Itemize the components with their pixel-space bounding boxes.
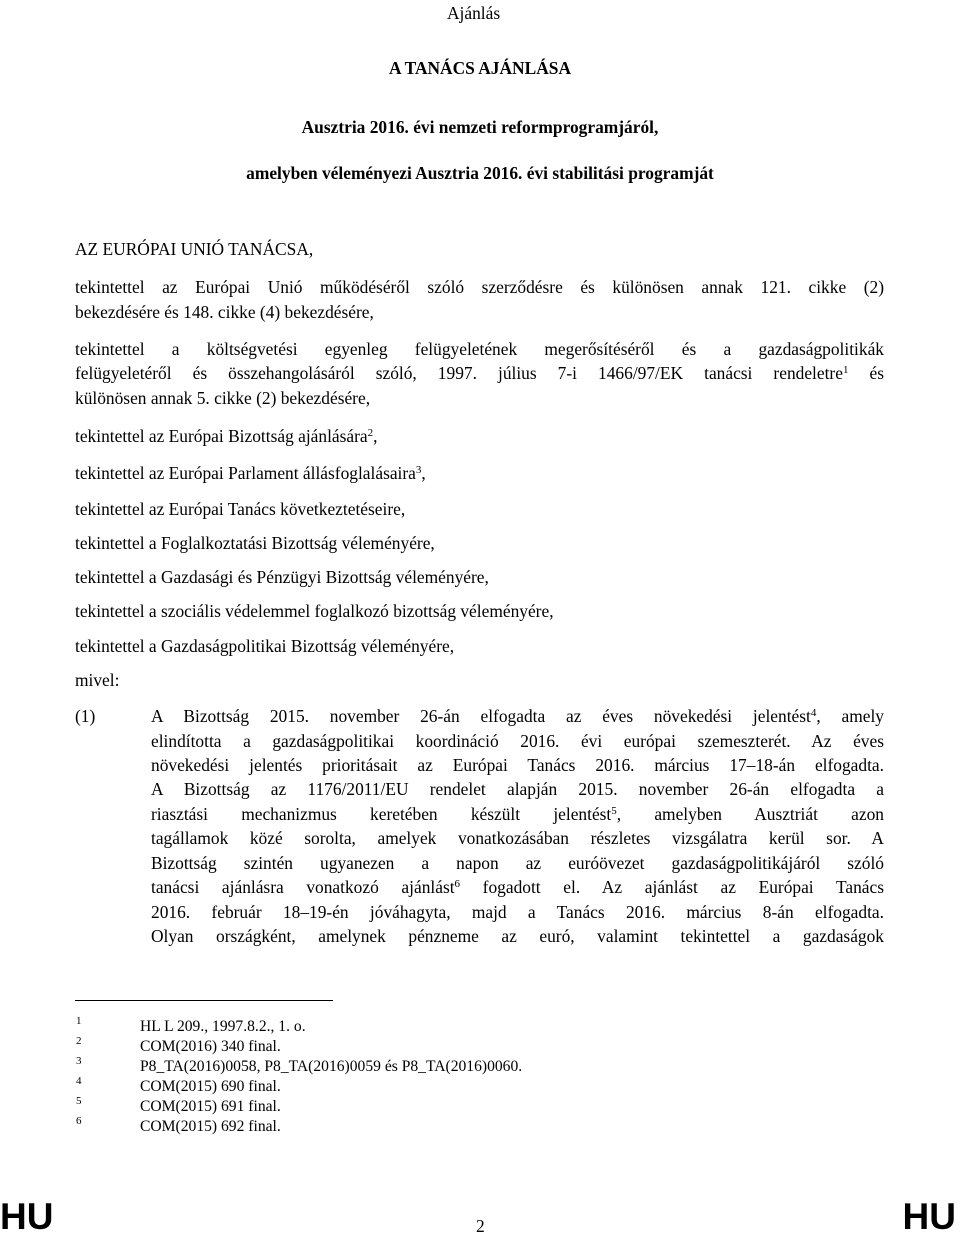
subtitle-line-1: Ausztria 2016. évi nemzeti reformprogramjáról, [301, 117, 659, 137]
citation-parliament: tekintettel az Európai Parlament állásfoglalásaira$^3$, [75, 463, 426, 483]
footnote-ref-4: 4 [810, 707, 817, 719]
citation-treaty-line-1: tekintettel az Európai Unió működéséről szóló szerződésre és különösen annak 121. cikke (2) [75, 277, 884, 297]
recital-line-8: tanácsi ajánlásra vonatkozó ajánlást$^6$ fogadott el. Az ajánlást az Európai Tanács [151, 877, 884, 897]
citation-regulation-line-3: különösen annak 5. cikke (2) bekezdésére, [75, 388, 371, 408]
footnote-text: COM(2016) 340 final. [140, 1038, 281, 1055]
footnote-ref-6: 6 [454, 878, 461, 890]
document-type-label: Ajánlás [447, 3, 501, 23]
footnote-text: COM(2015) 691 final. [140, 1098, 281, 1115]
footnote-number: 1 [76, 1015, 82, 1027]
footnote-number: 2 [76, 1035, 82, 1047]
whereas-label: mivel: [75, 670, 120, 690]
language-code-left: HU [0, 1196, 54, 1237]
citation-employment-committee: tekintettel a Foglalkoztatási Bizottság véleményére, [75, 533, 435, 553]
recital-line-6: tagállamok közé sorolta, amelyek vonatkozásában részletes vizsgálatra kerül sor. A [151, 828, 884, 848]
citation-commission: tekintettel az Európai Bizottság ajánlására$^2$, [75, 426, 378, 446]
citation-regulation-line-1: tekintettel a költségvetési egyenleg felügyeletének megerősítéséről és a gazdaságpolitikák [75, 339, 884, 359]
citation-treaty-line-2: bekezdésére és 148. cikke (4) bekezdésére, [75, 302, 374, 322]
page-number: 2 [476, 1216, 485, 1236]
footnote-ref-5: 5 [611, 805, 617, 817]
footnote-text: COM(2015) 690 final. [140, 1078, 281, 1095]
footnote-text: P8_TA(2016)0058, P8_TA(2016)0059 és P8_TA(2016)0060. [140, 1058, 523, 1075]
citation-economic-policy-committee: tekintettel a Gazdaságpolitikai Bizottság véleményére, [75, 636, 455, 656]
footnote-text: HL L 209., 1997.8.2., 1. o. [140, 1018, 306, 1035]
recital-line-7: Bizottság szintén ugyanezen a napon az euróövezet gazdaságpolitikájáról szóló [151, 853, 884, 873]
recital-line-9: 2016. február 18–19-én jóváhagyta, majd a Tanács 2016. március 8-án elfogadta. [151, 902, 884, 922]
recital-line-2: elindította a gazdaságpolitikai koordináció 2016. évi európai szemeszterét. Az éves [151, 731, 884, 751]
recital-line-1: A Bizottság 2015. november 26-án elfogadta az éves növekedési jelentést$^4$, amely [151, 706, 884, 726]
council-heading: AZ EURÓPAI UNIÓ TANÁCSA, [75, 239, 314, 259]
footnote-number: 4 [76, 1075, 82, 1087]
footnote-ref-2: 2 [367, 427, 374, 439]
document-title: A TANÁCS AJÁNLÁSA [389, 58, 571, 78]
citation-regulation-line-2: felügyeletéről és összehangolásáról szóló, 1997. július 7-i 1466/97/EK tanácsi rendeletre$^1$ és [75, 363, 884, 383]
footnote-ref-3: 3 [415, 464, 422, 476]
footnote-number: 5 [76, 1095, 82, 1107]
recital-line-5: riasztási mechanizmus keretében készült jelentést$^5$, amelyben Ausztriát azon [151, 804, 884, 824]
citation-european-council: tekintettel az Európai Tanács következtetéseire, [75, 499, 406, 519]
footnote-number: 6 [76, 1115, 82, 1127]
recital-number: (1) [75, 706, 96, 726]
language-code-right: HU [902, 1196, 956, 1237]
footnote-number: 3 [76, 1055, 82, 1067]
recital-line-3: növekedési jelentés prioritásait az Európai Tanács 2016. március 17–18-án elfogadta. [151, 755, 884, 775]
citation-social-protection-committee: tekintettel a szociális védelemmel foglalkozó bizottság véleményére, [75, 601, 554, 621]
recital-line-10: Olyan országként, amelynek pénzneme az euró, valamint tekintettel a gazdaságok [151, 926, 884, 946]
subtitle-line-2: amelyben véleményezi Ausztria 2016. évi stabilitási programját [246, 163, 714, 183]
recital-line-4: A Bizottság az 1176/2011/EU rendelet alapján 2015. november 26-án elfogadta a [151, 779, 884, 799]
footnote-separator [75, 1000, 333, 1001]
footnote-ref-1: 1 [842, 364, 849, 376]
footnote-text: COM(2015) 692 final. [140, 1118, 281, 1135]
citation-economic-financial-committee: tekintettel a Gazdasági és Pénzügyi Bizottság véleményére, [75, 567, 489, 587]
